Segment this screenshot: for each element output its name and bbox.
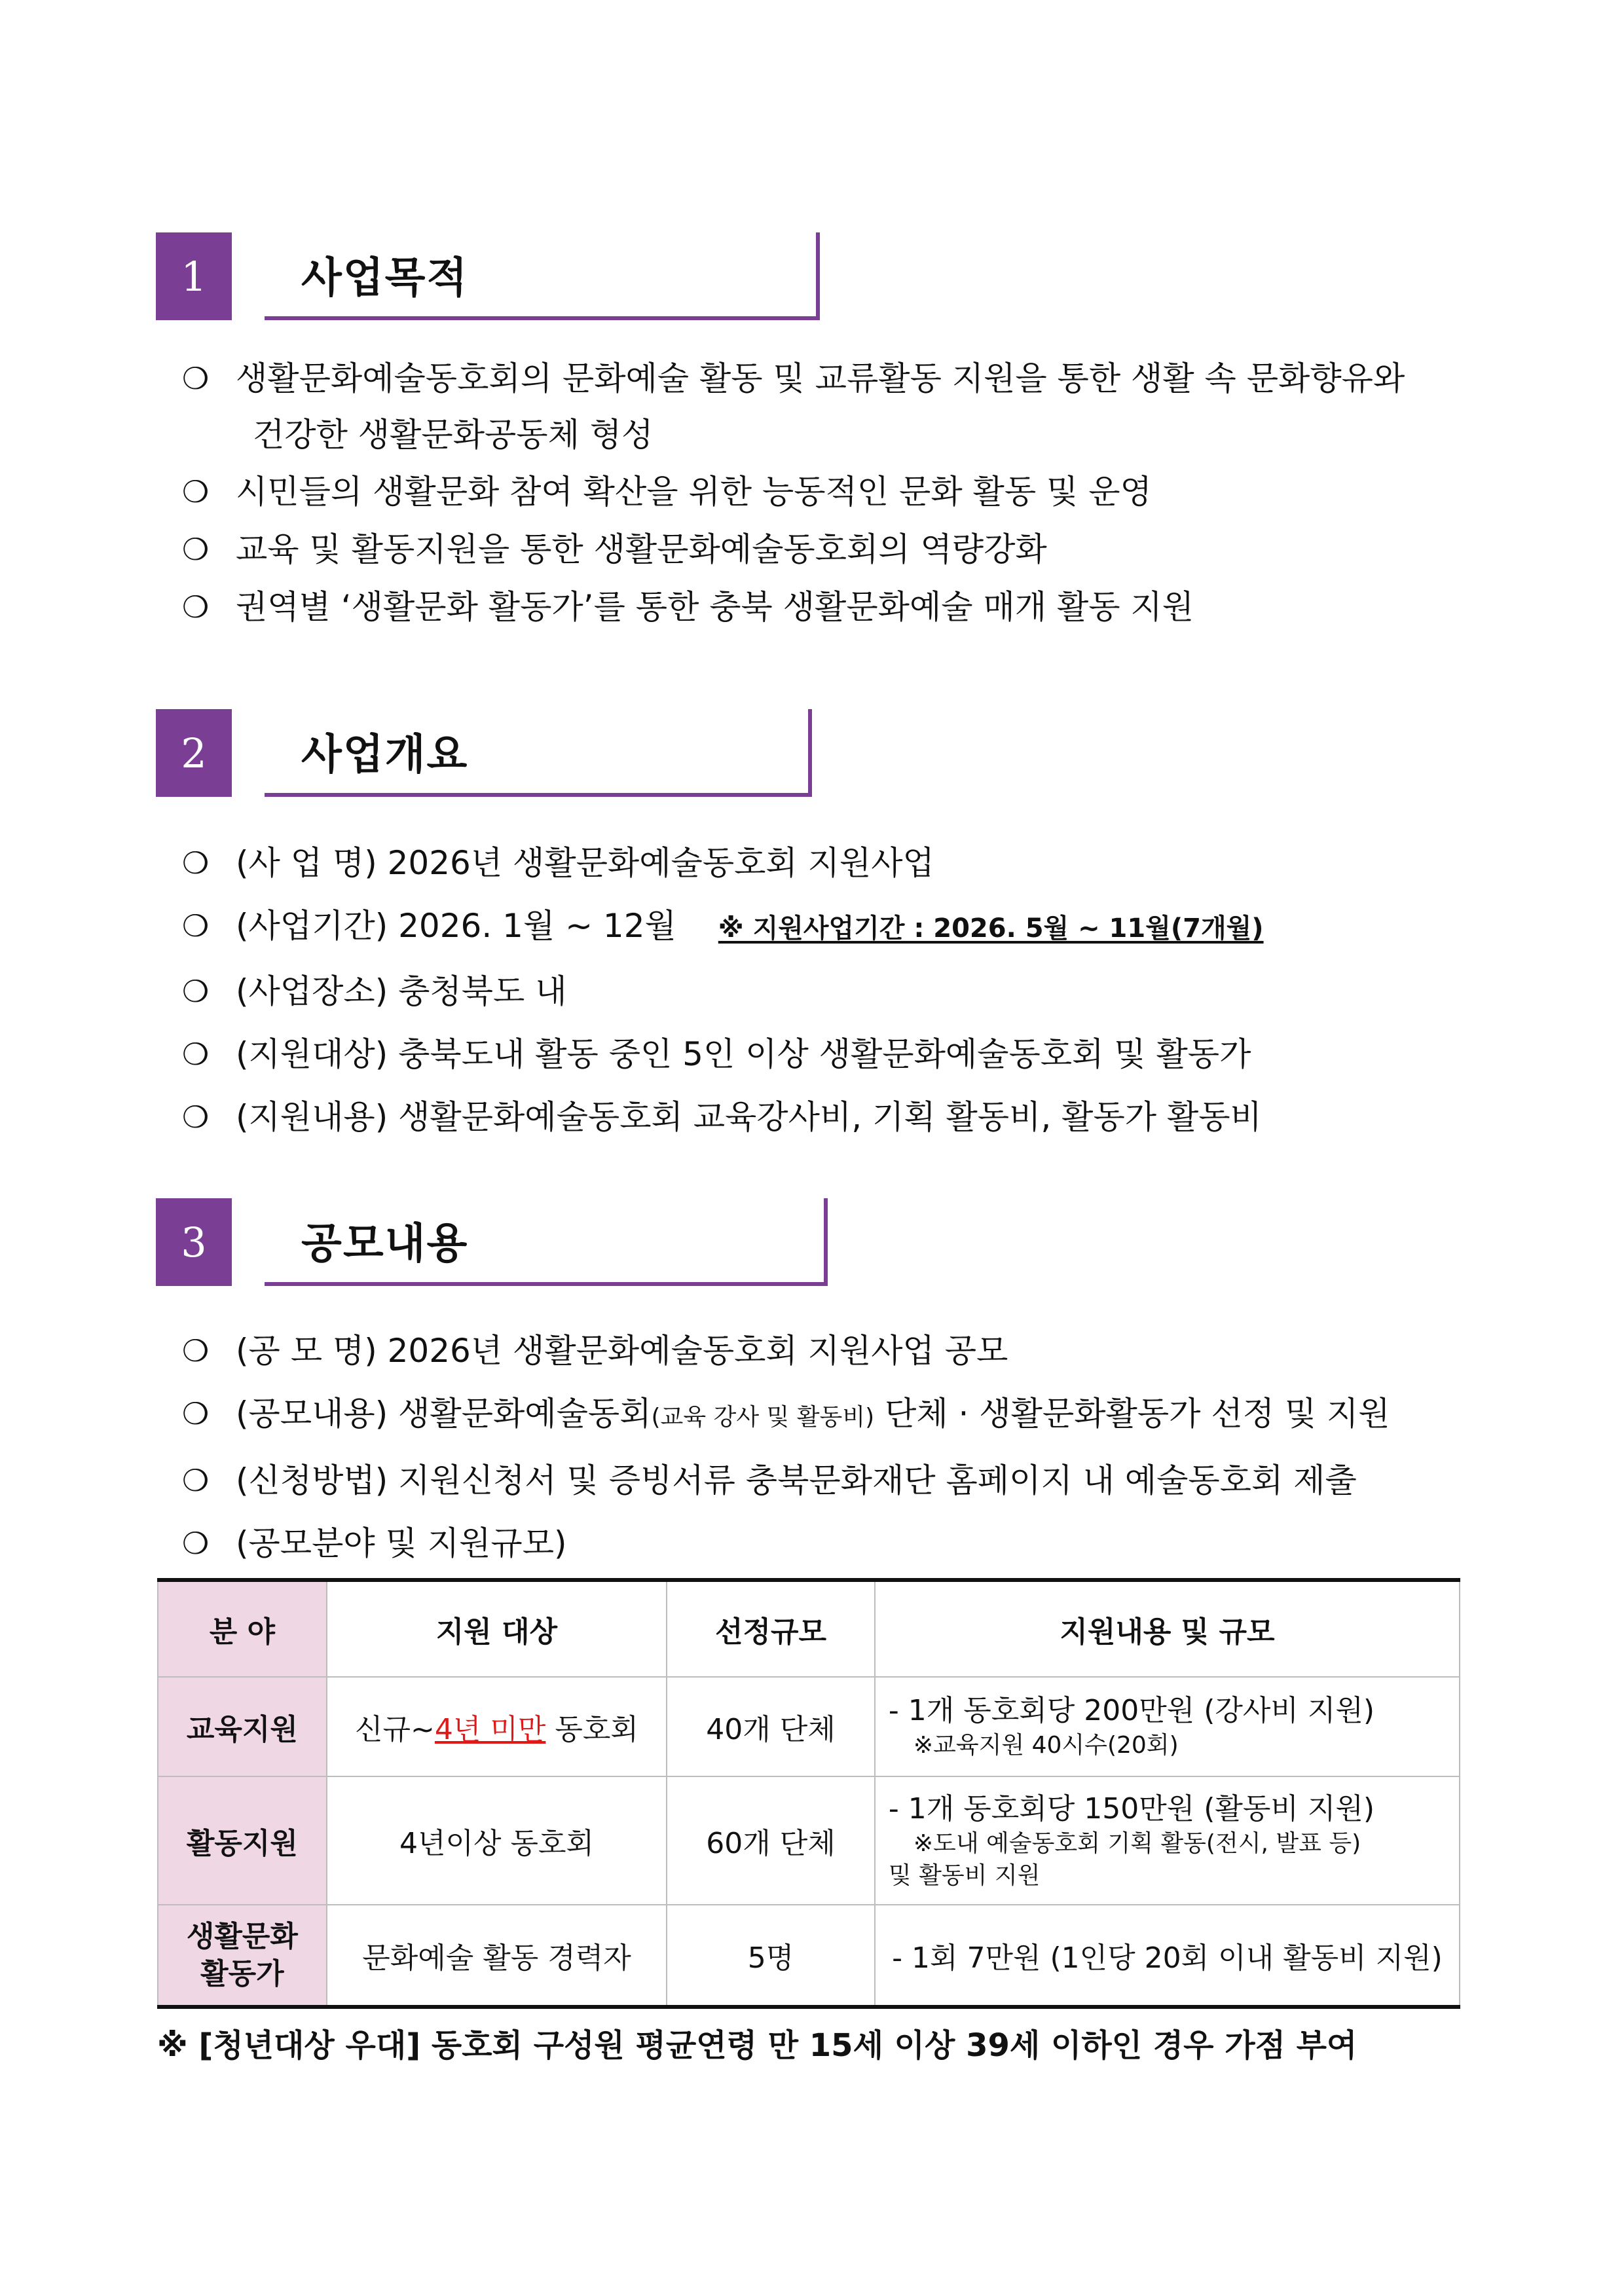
list-item bbox=[182, 578, 1405, 636]
list-item bbox=[182, 894, 1264, 960]
header-field: 분 야 bbox=[158, 1580, 327, 1677]
list-item bbox=[182, 960, 1264, 1023]
list-item-text: (사 업 명) 2026년 생활문화예술동호회 지원사업 bbox=[236, 844, 934, 882]
section-title: 공모내용 bbox=[301, 1220, 469, 1268]
support-scale-table bbox=[157, 1578, 1460, 2009]
list-item bbox=[182, 521, 1405, 578]
list-item-text: 교육 및 활동지원을 통한 생활문화예술동호회의 역량강화 bbox=[236, 530, 1047, 568]
row-target bbox=[327, 1677, 667, 1776]
list-item bbox=[182, 1319, 1390, 1382]
row-target-text: 신규~ bbox=[355, 1713, 435, 1746]
list-item-text: 단체 · 생활문화활동가 선정 및 지원 bbox=[874, 1395, 1390, 1433]
row-field-line: 활동가 bbox=[200, 1957, 284, 1991]
section-3-list bbox=[182, 1319, 1390, 1575]
circle-bullet-icon: ❍ bbox=[182, 1333, 210, 1368]
header-scale: 선정규모 bbox=[667, 1580, 875, 1677]
section-number-badge: 2 bbox=[156, 709, 232, 797]
circle-bullet-icon: ❍ bbox=[182, 908, 210, 944]
circle-bullet-icon: ❍ bbox=[182, 474, 210, 509]
table-row bbox=[158, 1776, 1460, 1905]
row-target: 문화예술 활동 경력자 bbox=[327, 1905, 667, 2007]
header-content: 지원내용 및 규모 bbox=[875, 1580, 1460, 1677]
section-title: 사업목적 bbox=[301, 254, 469, 303]
row-content-main: - 1개 동호회당 150만원 (활동비 지원) bbox=[888, 1791, 1375, 1826]
list-item-text: (신청방법) 지원신청서 및 증빙서류 충북문화재단 홈페이지 내 예술동호회 제출 bbox=[236, 1461, 1357, 1499]
list-item bbox=[182, 350, 1405, 463]
section-number-badge: 1 bbox=[156, 232, 232, 320]
section-2-list bbox=[182, 832, 1264, 1148]
list-item-text: 시민들의 생활문화 참여 확산을 위한 능동적인 문화 활동 및 운영 bbox=[236, 473, 1152, 511]
list-item bbox=[182, 832, 1264, 894]
list-item-text: 권역별 ‘생활문화 활동가’를 통한 충북 생활문화예술 매개 활동 지원 bbox=[236, 588, 1194, 626]
row-content-note: ※교육지원 40시수(20회) bbox=[913, 1732, 1179, 1759]
list-item-text: (공 모 명) 2026년 생활문화예술동호회 지원사업 공모 bbox=[236, 1332, 1008, 1370]
row-field bbox=[158, 1905, 327, 2007]
row-target: 4년이상 동호회 bbox=[327, 1776, 667, 1905]
row-target-text: 동호회 bbox=[545, 1713, 638, 1746]
section-1-list bbox=[182, 350, 1405, 636]
list-item bbox=[182, 1512, 1390, 1575]
list-item-text: (사업장소) 충청북도 내 bbox=[236, 972, 567, 1010]
row-content-note: 및 활동비 지원 bbox=[888, 1862, 1041, 1889]
youth-preference-footnote: ※ [청년대상 우대] 동호회 구성원 평균연령 만 15세 이상 39세 이하인 경우 가점 부여 bbox=[157, 2027, 1357, 2064]
row-content: - 1회 7만원 (1인당 20회 이내 활동비 지원) bbox=[875, 1905, 1460, 2007]
circle-bullet-icon: ❍ bbox=[182, 1526, 210, 1561]
list-item-text: (공모분야 및 지원규모) bbox=[236, 1524, 567, 1562]
circle-bullet-icon: ❍ bbox=[182, 1463, 210, 1498]
row-content bbox=[875, 1677, 1460, 1776]
list-item bbox=[182, 1086, 1264, 1148]
circle-bullet-icon: ❍ bbox=[182, 974, 210, 1009]
table-header-row bbox=[158, 1580, 1460, 1677]
list-item bbox=[182, 463, 1405, 521]
circle-bullet-icon: ❍ bbox=[182, 1099, 210, 1135]
list-item-text: (지원내용) 생활문화예술동호회 교육강사비, 기획 활동비, 활동가 활동비 bbox=[236, 1098, 1262, 1136]
list-item bbox=[182, 1023, 1264, 1086]
circle-bullet-icon: ❍ bbox=[182, 845, 210, 881]
list-item-text: (지원대상) 충북도내 활동 중인 5인 이상 생활문화예술동호회 및 활동가 bbox=[236, 1035, 1251, 1073]
row-scale: 5명 bbox=[667, 1905, 875, 2007]
circle-bullet-icon: ❍ bbox=[182, 361, 210, 396]
support-period-note: ※ 지원사업기간 : 2026. 5월 ~ 11월(7개월) bbox=[718, 913, 1264, 944]
row-scale: 40개 단체 bbox=[667, 1677, 875, 1776]
list-item-continuation: 건강한 생활문화공동체 형성 bbox=[253, 416, 654, 454]
section-title-frame bbox=[265, 232, 820, 320]
row-scale: 60개 단체 bbox=[667, 1776, 875, 1905]
circle-bullet-icon: ❍ bbox=[182, 1396, 210, 1431]
list-item-text: (사업기간) 2026. 1월 ~ 12월 bbox=[236, 907, 676, 945]
circle-bullet-icon: ❍ bbox=[182, 532, 210, 567]
list-item-text: (공모내용) 생활문화예술동회 bbox=[236, 1395, 652, 1433]
table-row bbox=[158, 1905, 1460, 2007]
row-content bbox=[875, 1776, 1460, 1905]
section-title-frame bbox=[265, 1198, 828, 1286]
header-target: 지원 대상 bbox=[327, 1580, 667, 1677]
table-row bbox=[158, 1677, 1460, 1776]
row-content-main: - 1개 동호회당 200만원 (강사비 지원) bbox=[888, 1694, 1375, 1727]
circle-bullet-icon: ❍ bbox=[182, 589, 210, 625]
list-item-subtext: (교육 강사 및 활동비) bbox=[651, 1404, 875, 1431]
row-content-note: ※도내 예술동호회 기획 활동(전시, 발표 등) bbox=[913, 1830, 1361, 1858]
row-field-line: 생활문화 bbox=[186, 1919, 298, 1953]
section-title: 사업개요 bbox=[301, 731, 469, 779]
section-title-frame bbox=[265, 709, 812, 797]
row-target-highlight: 4년 미만 bbox=[434, 1713, 546, 1746]
section-number-badge: 3 bbox=[156, 1198, 232, 1286]
circle-bullet-icon: ❍ bbox=[182, 1037, 210, 1072]
row-field: 교육지원 bbox=[158, 1677, 327, 1776]
list-item bbox=[182, 1382, 1390, 1449]
list-item-text: 생활문화예술동호회의 문화예술 활동 및 교류활동 지원을 통한 생활 속 문화향유와 bbox=[236, 359, 1405, 397]
list-item bbox=[182, 1449, 1390, 1512]
row-field: 활동지원 bbox=[158, 1776, 327, 1905]
